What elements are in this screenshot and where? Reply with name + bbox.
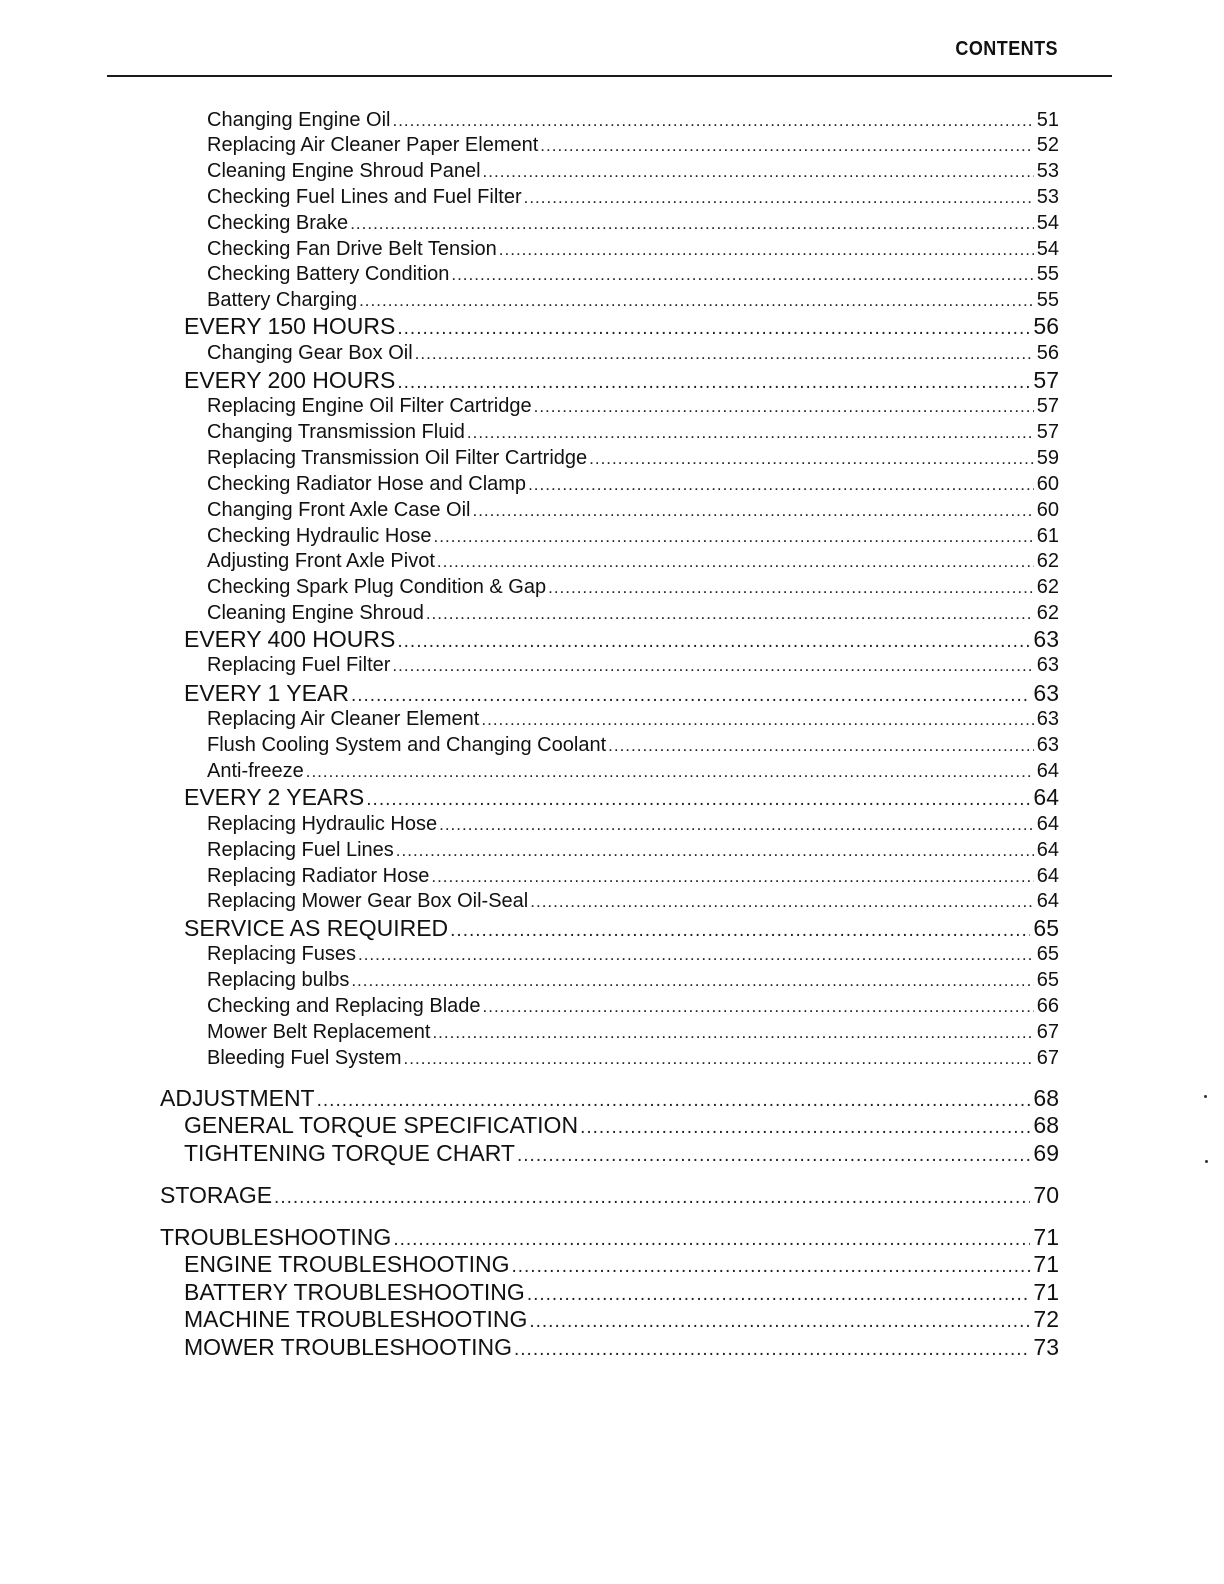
toc-entry-page-number: 73	[1033, 1334, 1059, 1360]
toc-entry	[207, 655, 1059, 675]
dot-leader	[358, 946, 1034, 963]
toc-entry-label: Checking Hydraulic Hose	[207, 525, 432, 547]
toc-entry	[207, 474, 1059, 494]
toc-entry-page-number: 53	[1036, 186, 1059, 208]
toc-entry-page-number: 56	[1036, 342, 1059, 364]
dot-leader	[529, 1312, 1030, 1331]
toc-entry-page-number: 57	[1036, 421, 1059, 443]
toc-entry-page-number: 67	[1036, 1021, 1059, 1043]
toc-entry-label: TROUBLESHOOTING	[160, 1224, 392, 1250]
toc-entry-label: Mower Belt Replacement	[207, 1021, 431, 1043]
toc-entry-page-number: 62	[1036, 550, 1059, 572]
dot-leader	[530, 893, 1034, 910]
dot-leader	[392, 112, 1033, 129]
toc-entry-page-number: 60	[1036, 473, 1059, 495]
toc-entry-label: STORAGE	[160, 1182, 273, 1208]
toc-entry	[207, 500, 1059, 520]
toc-entry	[207, 761, 1059, 781]
dot-leader	[483, 998, 1034, 1015]
dot-leader	[514, 1340, 1030, 1359]
dot-leader	[580, 1118, 1030, 1137]
toc-entry-page-number: 55	[1036, 289, 1059, 311]
toc-entry-page-number: 51	[1036, 109, 1059, 131]
toc-entry-page-number: 64	[1036, 760, 1059, 782]
toc-entry-label: MACHINE TROUBLESHOOTING	[184, 1306, 528, 1332]
toc-entry	[207, 290, 1059, 310]
toc-entry	[184, 1114, 1059, 1137]
toc-entry-page-number: 54	[1036, 238, 1059, 260]
toc-entry-page-number: 62	[1036, 602, 1059, 624]
toc-entry-page-number: 63	[1033, 680, 1059, 706]
toc-entry	[207, 135, 1059, 155]
toc-entry	[207, 891, 1059, 911]
toc-entry	[207, 526, 1059, 546]
toc-entry	[207, 213, 1059, 233]
toc-entry-page-number: 69	[1033, 1140, 1059, 1166]
toc-entry-label: ADJUSTMENT	[160, 1085, 315, 1111]
dot-leader	[392, 657, 1033, 674]
toc-entry	[184, 682, 1059, 705]
toc-entry	[207, 264, 1059, 284]
toc-entry-page-number: 63	[1033, 626, 1059, 652]
toc-entry-label: Checking Battery Condition	[207, 263, 450, 285]
toc-entry-label: EVERY 1 YEAR	[184, 680, 349, 706]
toc-entry-label: Cleaning Engine Shroud	[207, 602, 424, 624]
toc-entry-label: Replacing Air Cleaner Paper Element	[207, 134, 539, 156]
scan-speck	[1204, 1095, 1207, 1098]
toc-entry-label: Checking Fuel Lines and Fuel Filter	[207, 186, 522, 208]
toc-entry-label: Replacing Air Cleaner Element	[207, 708, 480, 730]
dot-leader	[527, 1285, 1031, 1304]
toc-entry-page-number: 64	[1033, 784, 1059, 810]
toc-entry-label: MOWER TROUBLESHOOTING	[184, 1334, 512, 1360]
toc-entry-page-number: 62	[1036, 576, 1059, 598]
toc-entry-label: Adjusting Front Axle Pivot	[207, 550, 435, 572]
toc-entry-page-number: 65	[1036, 969, 1059, 991]
toc-entry	[184, 1253, 1059, 1276]
toc-entry-label: Changing Engine Oil	[207, 109, 391, 131]
toc-entry-page-number: 66	[1036, 995, 1059, 1017]
dot-leader	[397, 319, 1030, 338]
toc-entry	[207, 944, 1059, 964]
toc-entry	[184, 369, 1059, 392]
toc-entry	[207, 1022, 1059, 1042]
toc-entry-label: Changing Front Axle Case Oil	[207, 499, 471, 521]
toc-entry-page-number: 54	[1036, 212, 1059, 234]
toc-entry-label: Replacing Transmission Oil Filter Cartridge	[207, 447, 588, 469]
toc-entry-label: Cleaning Engine Shroud Panel	[207, 160, 481, 182]
dot-leader	[450, 921, 1030, 940]
toc-entry-label: EVERY 150 HOURS	[184, 313, 396, 339]
toc-entry-page-number: 64	[1036, 839, 1059, 861]
dot-leader	[351, 972, 1033, 989]
toc-entry	[207, 343, 1059, 363]
toc-entry-label: Replacing Engine Oil Filter Cartridge	[207, 395, 532, 417]
dot-leader	[548, 579, 1034, 596]
dot-leader	[306, 763, 1034, 780]
toc-entry-label: Checking Brake	[207, 212, 349, 234]
toc-entry-page-number: 71	[1033, 1224, 1059, 1250]
toc-entry-label: Changing Transmission Fluid	[207, 421, 465, 443]
toc-entry	[207, 603, 1059, 623]
dot-leader	[439, 816, 1034, 833]
toc-entry-label: Checking and Replacing Blade	[207, 995, 481, 1017]
dot-leader	[415, 345, 1034, 362]
dot-leader	[608, 737, 1034, 754]
toc-entry-label: Flush Cooling System and Changing Coolant	[207, 734, 607, 756]
toc-entry-label: Checking Radiator Hose and Clamp	[207, 473, 527, 495]
dot-leader	[472, 502, 1033, 519]
toc-entry	[184, 1142, 1059, 1165]
toc-entry	[160, 1087, 1059, 1110]
toc-entry	[184, 1336, 1059, 1359]
toc-entry	[207, 866, 1059, 886]
toc-entry-page-number: 65	[1036, 943, 1059, 965]
dot-leader	[350, 215, 1034, 232]
toc-entry-label: GENERAL TORQUE SPECIFICATION	[184, 1112, 579, 1138]
dot-leader	[396, 842, 1034, 859]
dot-leader	[528, 476, 1034, 493]
dot-leader	[397, 373, 1030, 392]
toc-entry	[207, 110, 1059, 130]
toc-entry	[184, 628, 1059, 651]
toc-entry	[207, 551, 1059, 571]
dot-leader	[540, 137, 1033, 154]
toc-entry-page-number: 56	[1033, 313, 1059, 339]
toc-entry	[207, 577, 1059, 597]
toc-entry	[184, 1308, 1059, 1331]
dot-leader	[481, 711, 1033, 728]
toc-entry	[207, 996, 1059, 1016]
toc-entry-page-number: 53	[1036, 160, 1059, 182]
toc-entry	[207, 239, 1059, 259]
dot-leader	[483, 163, 1034, 180]
dot-leader	[534, 398, 1034, 415]
toc-entry-page-number: 60	[1036, 499, 1059, 521]
toc-entry	[184, 315, 1059, 338]
toc-entry	[207, 709, 1059, 729]
toc-entry	[184, 917, 1059, 940]
toc-entry	[207, 970, 1059, 990]
toc-entry-label: SERVICE AS REQUIRED	[184, 915, 449, 941]
toc-entry	[207, 840, 1059, 860]
toc-entry-page-number: 64	[1036, 865, 1059, 887]
toc-entry-page-number: 67	[1036, 1047, 1059, 1069]
toc-entry-page-number: 57	[1033, 367, 1059, 393]
toc-entry-page-number: 64	[1036, 813, 1059, 835]
toc-entry	[207, 814, 1059, 834]
toc-entry	[207, 161, 1059, 181]
toc-entry-page-number: 63	[1036, 654, 1059, 676]
toc-entry-page-number: 65	[1033, 915, 1059, 941]
toc-entry-label: EVERY 2 YEARS	[184, 784, 365, 810]
dot-leader	[524, 189, 1034, 206]
dot-leader	[404, 1050, 1034, 1067]
toc-entry-label: Replacing Fuel Lines	[207, 839, 394, 861]
running-head-title: CONTENTS	[955, 38, 1058, 60]
dot-leader	[451, 266, 1033, 283]
toc-entry-label: BATTERY TROUBLESHOOTING	[184, 1279, 525, 1305]
toc-entry-label: Replacing Mower Gear Box Oil-Seal	[207, 890, 529, 912]
dot-leader	[499, 241, 1034, 258]
toc-entry-label: EVERY 400 HOURS	[184, 626, 396, 652]
toc-entry-page-number: 68	[1033, 1112, 1059, 1138]
toc-entry-label: Replacing Radiator Hose	[207, 865, 430, 887]
dot-leader	[351, 686, 1030, 705]
toc-entry-page-number: 63	[1036, 734, 1059, 756]
scan-speck	[1205, 1160, 1208, 1163]
toc-entry-page-number: 71	[1033, 1251, 1059, 1277]
toc-entry-page-number: 59	[1036, 447, 1059, 469]
toc-entry-label: Battery Charging	[207, 289, 358, 311]
dot-leader	[393, 1230, 1030, 1249]
toc-entry	[184, 1281, 1059, 1304]
toc-entry-label: Replacing Fuel Filter	[207, 654, 391, 676]
dot-leader	[426, 605, 1034, 622]
dot-leader	[434, 528, 1034, 545]
toc-entry-page-number: 70	[1033, 1182, 1059, 1208]
toc-entry-page-number: 52	[1036, 134, 1059, 156]
toc-entry	[160, 1184, 1059, 1207]
toc-entry	[184, 786, 1059, 809]
toc-entry	[207, 735, 1059, 755]
toc-entry-page-number: 57	[1036, 395, 1059, 417]
toc-entry	[207, 422, 1059, 442]
dot-leader	[589, 450, 1034, 467]
toc-entry	[207, 187, 1059, 207]
toc-entry-page-number: 68	[1033, 1085, 1059, 1111]
toc-entry-page-number: 71	[1033, 1279, 1059, 1305]
toc-entry-label: ENGINE TROUBLESHOOTING	[184, 1251, 510, 1277]
toc-entry-label: Bleeding Fuel System	[207, 1047, 402, 1069]
toc-entry	[160, 1226, 1059, 1249]
dot-leader	[517, 1146, 1030, 1165]
toc-entry-label: TIGHTENING TORQUE CHART	[184, 1140, 515, 1166]
dot-leader	[437, 553, 1034, 570]
toc-entry-page-number: 64	[1036, 890, 1059, 912]
toc-entry-label: Anti-freeze	[207, 760, 304, 782]
dot-leader	[432, 1024, 1033, 1041]
toc-entry-label: Checking Spark Plug Condition & Gap	[207, 576, 547, 598]
dot-leader	[431, 868, 1033, 885]
toc-entry-page-number: 61	[1036, 525, 1059, 547]
toc-entry-label: Replacing Hydraulic Hose	[207, 813, 438, 835]
toc-entry	[207, 1048, 1059, 1068]
dot-leader	[397, 632, 1030, 651]
dot-leader	[467, 424, 1034, 441]
toc-entry-label: EVERY 200 HOURS	[184, 367, 396, 393]
toc-entry-page-number: 72	[1033, 1306, 1059, 1332]
toc-entry	[207, 448, 1059, 468]
toc-entry-label: Replacing Fuses	[207, 943, 356, 965]
dot-leader	[317, 1091, 1031, 1110]
toc-entry-label: Changing Gear Box Oil	[207, 342, 413, 364]
dot-leader	[366, 790, 1030, 809]
toc-entry-page-number: 55	[1036, 263, 1059, 285]
toc-entry-page-number: 63	[1036, 708, 1059, 730]
toc-entry-label: Checking Fan Drive Belt Tension	[207, 238, 497, 260]
dot-leader	[274, 1188, 1030, 1207]
toc-entry	[207, 396, 1059, 416]
dot-leader	[511, 1257, 1030, 1276]
toc-entry-label: Replacing bulbs	[207, 969, 350, 991]
dot-leader	[359, 292, 1034, 309]
